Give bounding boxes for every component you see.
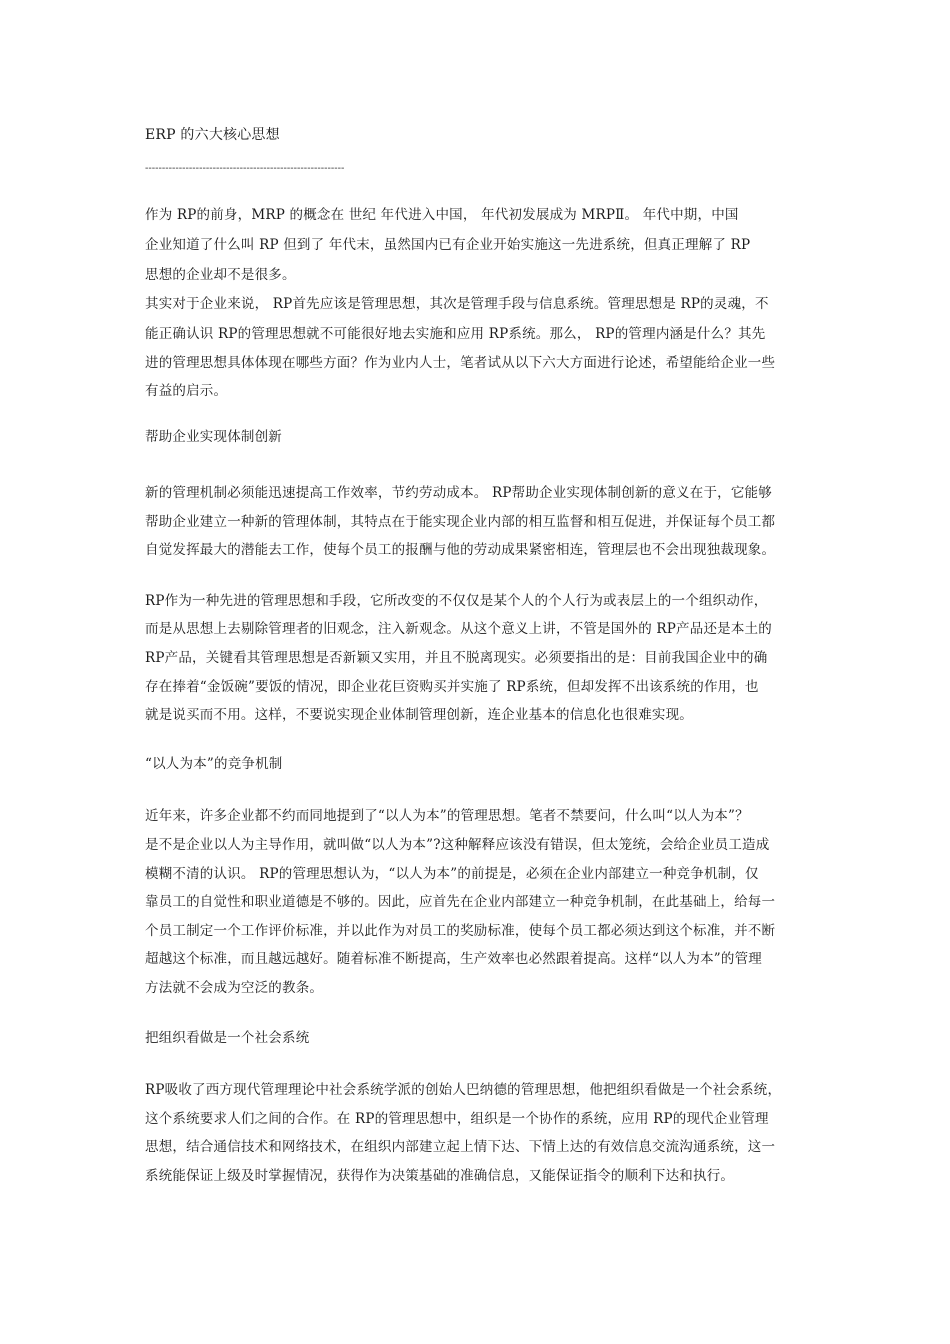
section3-heading: 把组织看做是一个社会系统 xyxy=(145,1030,310,1046)
section2-para1-line-2: 是不是企业以人为主导作用，就叫做“以人为本”?这种解释应该没有错误，但太笼统，会给企业员工造成 xyxy=(145,837,770,853)
section2-para1-line-1: 近年来，许多企业都不约而同地提到了“以人为本”的管理思想。笔者不禁要问，什么叫“以人为本”？ xyxy=(145,808,749,824)
intro-para1-line-3: 思想的企业却不是很多。 xyxy=(145,267,296,283)
section1-para2-line-3: RP产品，关键看其管理思想是否新颖又实用，并且不脱离现实。必须要指出的是：目前我国企业中的确 xyxy=(145,650,768,666)
intro-para2-line-3: 进的管理思想具体体现在哪些方面？作为业内人士，笔者试从以下六大方面进行论述，希望能给企业一些 xyxy=(145,355,776,371)
section1-para1-line-2: 帮助企业建立一种新的管理体制，其特点在于能实现企业内部的相互监督和相互促进，并保证每个员工都 xyxy=(145,514,776,530)
section2-para1-line-3: 模糊不清的认识。 RP的管理思想认为，“以人为本”的前提是，必须在企业内部建立一种竞争机制，仅 xyxy=(145,866,759,882)
section2-para1-line-7: 方法就不会成为空泛的教条。 xyxy=(145,980,324,996)
intro-para2-line-4: 有益的启示。 xyxy=(145,383,228,399)
intro-para1-line-2: 企业知道了什么叫 RP 但到了 年代末，虽然国内已有企业开始实施这一先进系统，但真正理解了 RP xyxy=(145,237,751,253)
section1-para1-line-3: 自觉发挥最大的潜能去工作，使每个员工的报酬与他的劳动成果紧密相连，管理层也不会出现独裁现象。 xyxy=(145,542,776,558)
document-title: ERP 的六大核心思想 xyxy=(145,127,280,143)
section2-heading: “以人为本”的竞争机制 xyxy=(145,756,283,772)
section1-para2-line-1: RP作为一种先进的管理思想和手段，它所改变的不仅仅是某个人的个人行为或表层上的一个组织动作， xyxy=(145,593,768,609)
section3-para1-line-1: RP吸收了西方现代管理理论中社会系统学派的创始人巴纳德的管理思想，他把组织看做是一个社会系统， xyxy=(145,1082,782,1098)
section1-heading: 帮助企业实现体制创新 xyxy=(145,429,282,445)
intro-para1-line-1: 作为 RP的前身，MRP 的概念在 世纪 年代进入中国， 年代初发展成为 MRPⅡ。 年代中期，中国 xyxy=(145,207,739,223)
section2-para1-line-5: 个员工制定一个工作评价标准，并以此作为对员工的奖励标准，使每个员工都必须达到这个标准，并不断 xyxy=(145,923,776,939)
section1-para1-line-1: 新的管理机制必须能迅速提高工作效率，节约劳动成本。 RP帮助企业实现体制创新的意义在于，它能够 xyxy=(145,485,772,501)
section3-para1-line-4: 系统能保证上级及时掌握情况，获得作为决策基础的准确信息，又能保证指令的顺利下达和执行。 xyxy=(145,1168,735,1184)
section2-para1-line-6: 超越这个标准，而且越远越好。随着标准不断提高，生产效率也必然跟着提高。这样“以人为本”的管理 xyxy=(145,951,763,967)
section1-para2-line-4: 存在捧着“金饭碗”要饭的情况，即企业花巨资购买并实施了 RP系统，但却发挥不出该系统的作用，也 xyxy=(145,679,759,695)
section1-para2-line-2: 而是从思想上去剔除管理者的旧观念，注入新观念。从这个意义上讲，不管是国外的 RP产品还是本土的 xyxy=(145,621,772,637)
section2-para1-line-4: 靠员工的自觉性和职业道德是不够的。因此，应首先在企业内部建立一种竞争机制，在此基础上，给每一 xyxy=(145,894,776,910)
section1-para2-line-5: 就是说买而不用。这样，不要说实现企业体制管理创新，连企业基本的信息化也很难实现。 xyxy=(145,707,693,723)
intro-para2-line-1: 其实对于企业来说， RP首先应该是管理思想，其次是管理手段与信息系统。管理思想是 RP的灵魂，不 xyxy=(145,296,769,312)
section3-para1-line-2: 这个系统要求人们之间的合作。在 RP的管理思想中，组织是一个协作的系统，应用 RP的现代企业管理 xyxy=(145,1111,769,1127)
section3-para1-line-3: 思想，结合通信技术和网络技术，在组织内部建立起上情下达、下情上达的有效信息交流沟通系统，这一 xyxy=(145,1139,776,1155)
title-divider: ----------------------------------------------------------- xyxy=(145,163,345,174)
intro-para2-line-2: 能正确认识 RP的管理思想就不可能很好地去实施和应用 RP系统。那么， RP的管理内涵是什么？其先 xyxy=(145,326,766,342)
